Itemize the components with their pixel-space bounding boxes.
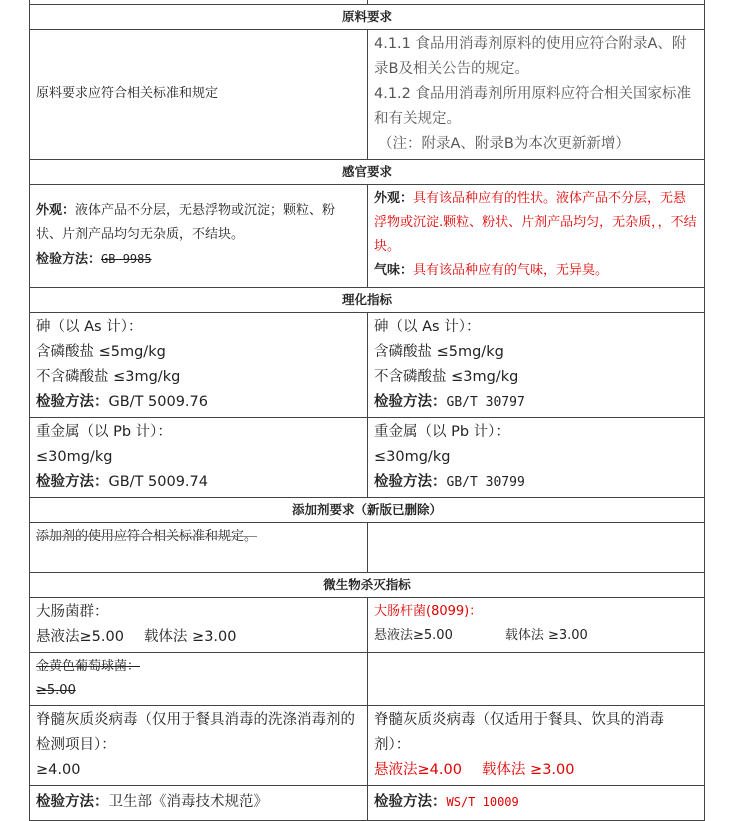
sensory-right-cell bbox=[368, 184, 705, 287]
sensory-left-method-label: 检验方法： bbox=[36, 252, 102, 267]
arsenic-left-nophosphate: 不含磷酸盐 ≤3mg/kg bbox=[36, 368, 181, 385]
raw-right-cell bbox=[368, 29, 705, 159]
section-title-sensory: 感官要求 bbox=[30, 159, 705, 184]
polio-left-cell bbox=[30, 705, 368, 785]
lead-left-cell bbox=[30, 417, 368, 497]
micro-right-method-label: 检验方法： bbox=[374, 794, 447, 810]
ecoli-left-title: 大肠菌群： bbox=[36, 603, 109, 620]
sensory-right-odor-label: 气味： bbox=[374, 262, 414, 278]
lead-right-limit: ≤30mg/kg bbox=[374, 448, 451, 465]
micro-left-method-cell bbox=[30, 785, 368, 820]
sensory-right-appearance-label: 外观： bbox=[374, 190, 414, 206]
arsenic-left-title: 砷（以 As 计）： bbox=[36, 318, 143, 335]
staph-value: ≥5.00 bbox=[36, 682, 76, 698]
arsenic-left-method: GB/T 5009.76 bbox=[108, 393, 208, 410]
arsenic-left-phosphate: 含磷酸盐 ≤5mg/kg bbox=[36, 343, 166, 360]
additive-right-cell bbox=[368, 522, 705, 572]
ecoli-right-suspension: 悬液法≥5.00 bbox=[374, 627, 453, 643]
ecoli-right-carrier: 载体法 ≥3.00 bbox=[504, 627, 588, 643]
arsenic-left-cell bbox=[30, 312, 368, 417]
section-title-physchem: 理化指标 bbox=[30, 287, 705, 312]
sensory-left-cell bbox=[30, 184, 368, 287]
lead-left-title: 重金属（以 Pb 计）： bbox=[36, 423, 172, 440]
lead-right-cell bbox=[368, 417, 705, 497]
micro-left-method-label: 检验方法： bbox=[36, 794, 109, 810]
lead-right-title: 重金属（以 Pb 计）： bbox=[374, 423, 510, 440]
arsenic-right-nophosphate: 不含磷酸盐 ≤3mg/kg bbox=[374, 368, 519, 385]
staph-title: 金黄色葡萄球菌： bbox=[36, 658, 141, 674]
raw-right-note: （注：附录A、附录B为本次更新新增） bbox=[378, 135, 630, 152]
micro-right-method: WS/T 10009 bbox=[446, 795, 519, 809]
section-title-raw: 原料要求 bbox=[30, 4, 705, 29]
arsenic-right-title: 砷（以 As 计）： bbox=[374, 318, 481, 335]
additive-left-text: 添加剂的使用应符合相关标准和规定。 bbox=[36, 528, 258, 544]
comparison-table bbox=[29, 0, 705, 821]
sensory-left-appearance-label: 外观： bbox=[36, 203, 76, 218]
staph-left-cell bbox=[30, 652, 368, 705]
ecoli-left-carrier: 载体法 ≥3.00 bbox=[143, 628, 237, 645]
ecoli-right-cell bbox=[368, 597, 705, 652]
arsenic-right-method: GB/T 30797 bbox=[446, 394, 525, 410]
lead-left-method-label: 检验方法： bbox=[36, 473, 109, 490]
raw-right-line-1: 4.1.1 食品用消毒剂原料的使用应符合附录A、附录B及相关公告的规定。 bbox=[374, 35, 687, 77]
polio-right-carrier: 载体法 ≥3.00 bbox=[481, 761, 575, 778]
arsenic-left-method-label: 检验方法： bbox=[36, 393, 109, 410]
polio-left-text: 脊髓灰质炎病毒（仅用于餐具消毒的洗涤消毒剂的检测项目）： bbox=[36, 711, 355, 753]
arsenic-right-phosphate: 含磷酸盐 ≤5mg/kg bbox=[374, 343, 504, 360]
additive-left-cell bbox=[30, 522, 368, 572]
lead-left-limit: ≤30mg/kg bbox=[36, 448, 113, 465]
micro-right-method-cell bbox=[368, 785, 705, 820]
raw-right-line-2: 4.1.2 食品用消毒剂所用原料应符合相关国家标准和有关规定。 bbox=[374, 85, 692, 127]
arsenic-right-method-label: 检验方法： bbox=[374, 393, 447, 410]
raw-left-cell bbox=[30, 29, 368, 159]
section-title-micro: 微生物杀灭指标 bbox=[30, 572, 705, 597]
raw-left-text: 原料要求应符合相关标准和规定 bbox=[36, 86, 219, 101]
polio-right-suspension: 悬液法≥4.00 bbox=[374, 761, 462, 778]
sensory-left-method-value: GB 9985 bbox=[101, 252, 152, 266]
polio-left-value: ≥4.00 bbox=[36, 761, 81, 778]
lead-right-method: GB/T 30799 bbox=[446, 474, 525, 490]
sensory-right-odor-text: 具有该品种应有的气味，无异臭。 bbox=[413, 262, 609, 278]
ecoli-left-cell bbox=[30, 597, 368, 652]
arsenic-right-cell bbox=[368, 312, 705, 417]
sensory-left-appearance-text: 液体产品不分层，无悬浮物或沉淀；颗粒、粉状、片剂产品均匀无杂质，不结块。 bbox=[36, 203, 336, 242]
staph-right-cell bbox=[368, 652, 705, 705]
ecoli-right-title: 大肠杆菌(8099)： bbox=[374, 603, 483, 619]
lead-right-method-label: 检验方法： bbox=[374, 473, 447, 490]
micro-left-method: 卫生部《消毒技术规范》 bbox=[108, 794, 268, 810]
polio-right-cell bbox=[368, 705, 705, 785]
section-title-additive: 添加剂要求（新版已删除） bbox=[30, 497, 705, 522]
polio-right-text: 脊髓灰质炎病毒（仅适用于餐具、饮具的消毒剂）： bbox=[374, 711, 664, 753]
lead-left-method: GB/T 5009.74 bbox=[108, 473, 208, 490]
sensory-right-appearance-text: 具有该品种应有的性状。液体产品不分层，无悬浮物或沉淀.颗粒、粉状、片剂产品均匀，无杂质，，不结块。 bbox=[374, 190, 697, 254]
ecoli-left-suspension: 悬液法≥5.00 bbox=[36, 628, 124, 645]
